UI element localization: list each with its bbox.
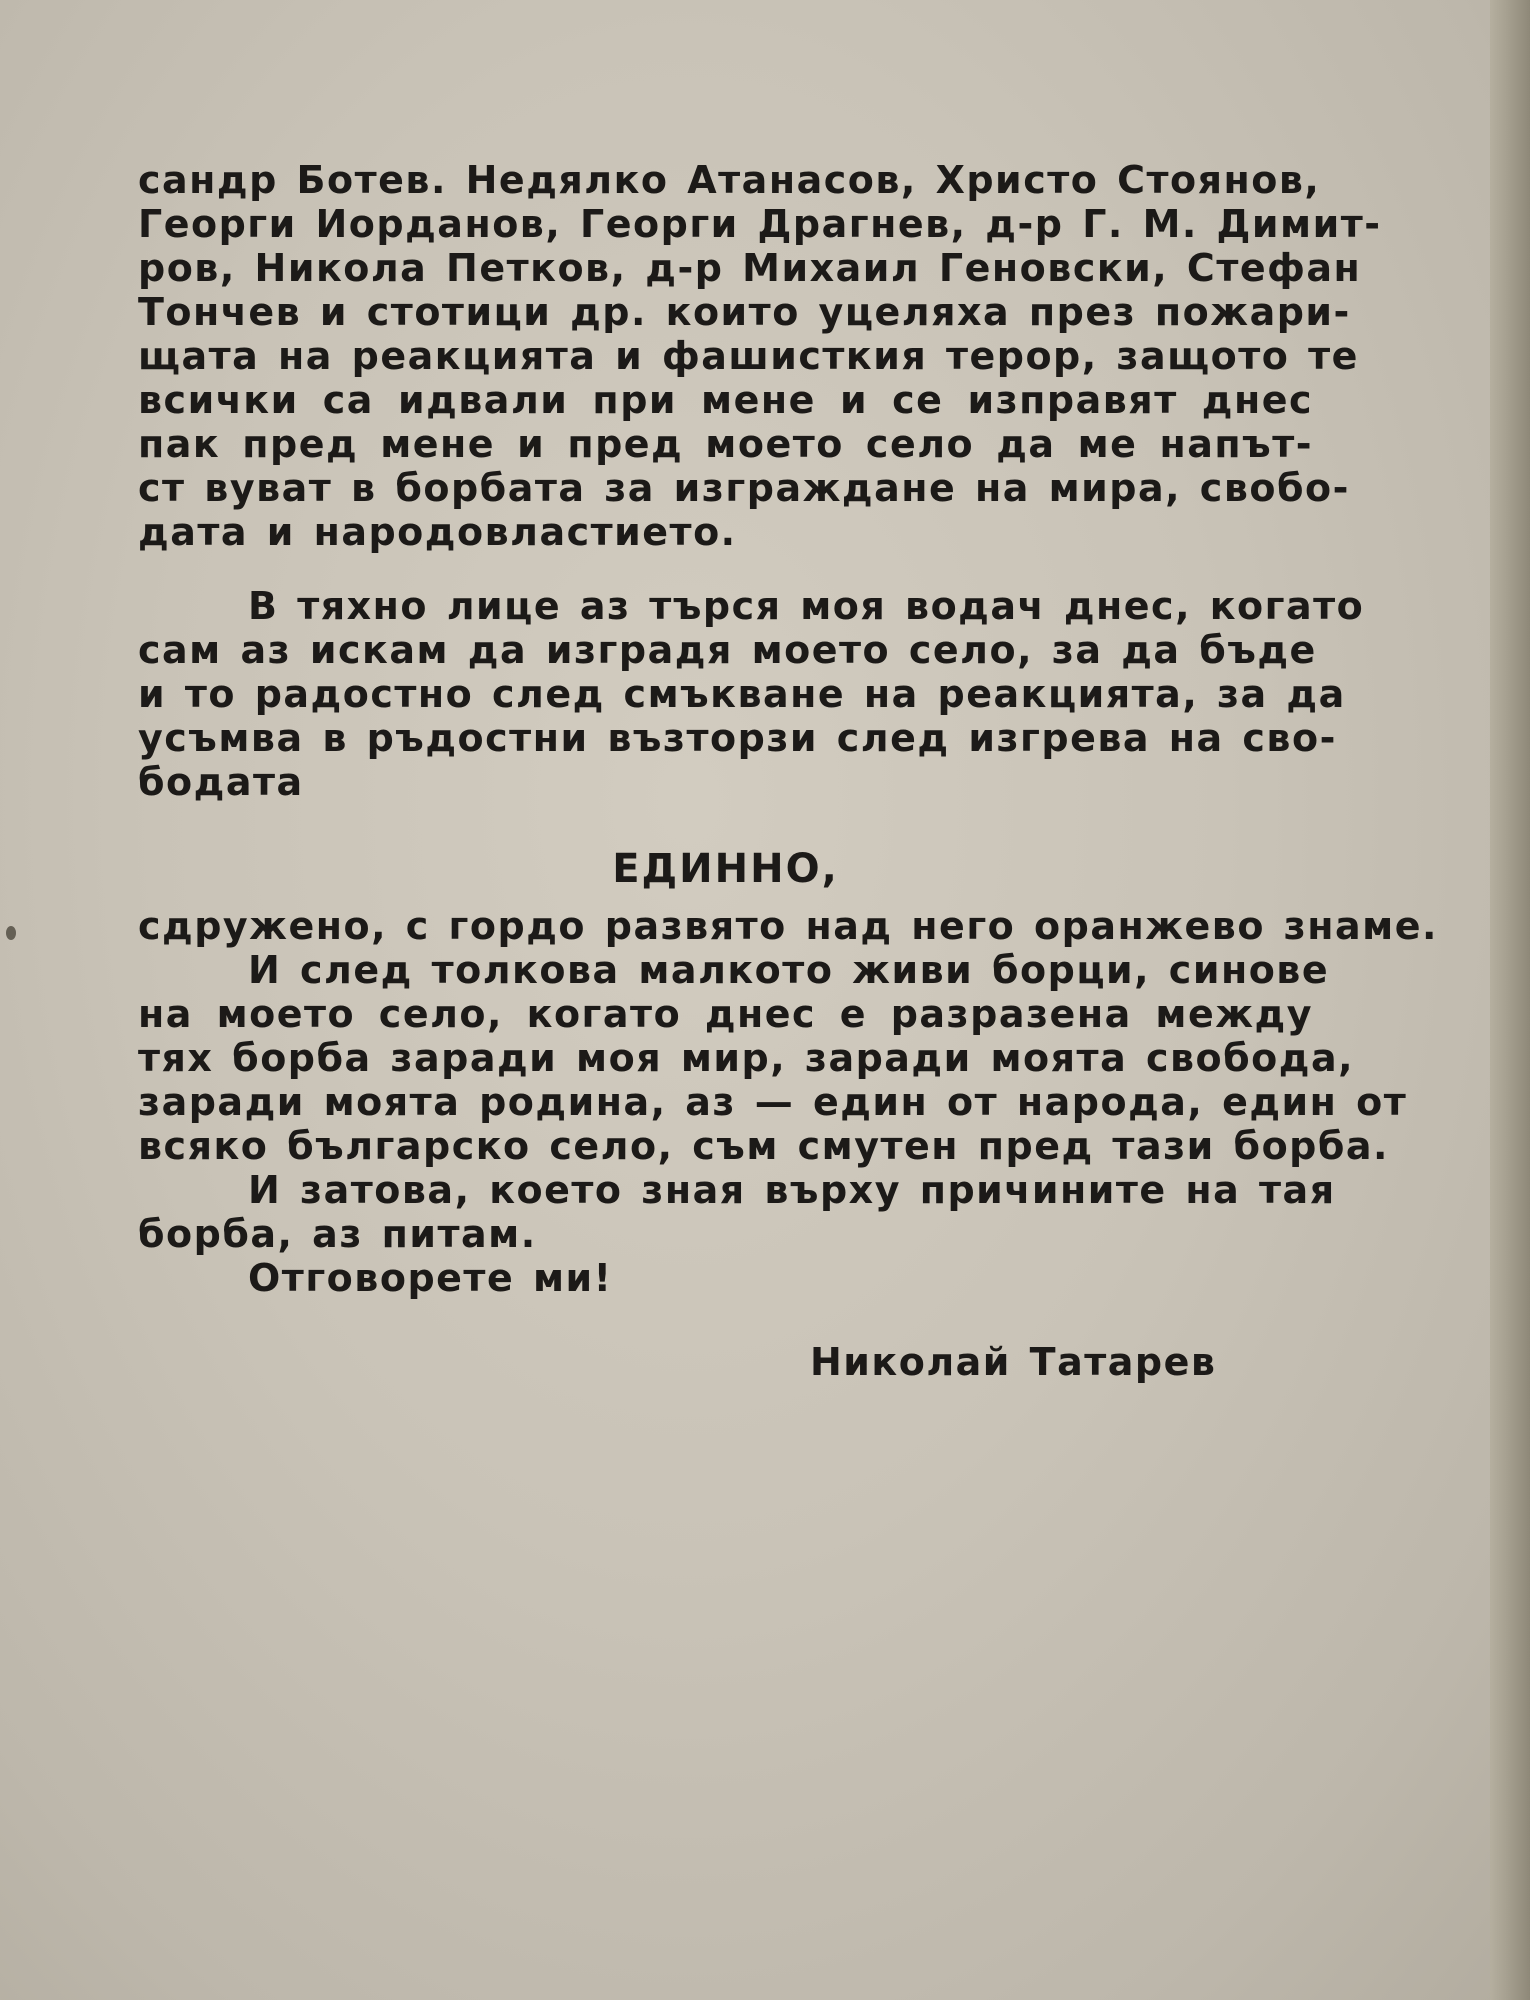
- text-line: И след толкова малкото живи борци, синове: [248, 948, 1330, 992]
- text-line: усъмва в ръдостни възторзи след изгрева на сво-: [138, 716, 1337, 760]
- text-line: пак пред мене и пред моето село да ме напът-: [138, 422, 1313, 466]
- text-line: ст вуват в борбата за изграждане на мира, свобо-: [138, 466, 1350, 510]
- text-line: Тончев и стотици др. които уцеляха през пожари-: [138, 290, 1351, 334]
- text-line: на моето село, когато днес е разразена между: [138, 992, 1313, 1036]
- text-line: сандр Ботев. Недялко Атанасов, Христо Стоянов,: [138, 158, 1321, 202]
- text-line: борба, аз питам.: [138, 1212, 537, 1256]
- text-line: бодата: [138, 760, 304, 804]
- author-signature: Николай Татарев: [810, 1340, 1217, 1384]
- text-line: всички са идвали при мене и се изправят днес: [138, 378, 1313, 422]
- page-edge: [1490, 0, 1530, 2000]
- text-line: и то радостно след смъкване на реакцията, за да: [138, 672, 1346, 716]
- text-line: сам аз искам да изградя моето село, за да бъде: [138, 628, 1317, 672]
- text-line: дата и народовластието.: [138, 510, 737, 554]
- text-line: тях борба заради моя мир, заради моята свобода,: [138, 1036, 1355, 1080]
- text-line: Георги Иорданов, Георги Драгнев, д-р Г. М. Димит-: [138, 202, 1382, 246]
- text-line: Отговорете ми!: [248, 1256, 613, 1300]
- text-line: И затова, което зная върху причините на тая: [248, 1168, 1336, 1212]
- text-line: сдружено, с гордо развято над него оранжево знаме.: [138, 904, 1438, 948]
- text-line: В тяхно лице аз търся моя водач днес, когато: [248, 584, 1365, 628]
- page-text: [138, 158, 1438, 1384]
- text-line: ров, Никола Петков, д-р Михаил Геновски, Стефан: [138, 246, 1362, 290]
- text-line: всяко българско село, съм смутен пред тази борба.: [138, 1124, 1389, 1168]
- ink-smudge: [6, 926, 16, 940]
- section-heading: ЕДИННО,: [612, 846, 839, 892]
- text-line: заради моята родина, аз — един от народа, един от: [138, 1080, 1408, 1124]
- text-line: щата на реакцията и фашисткия терор, защото те: [138, 334, 1359, 378]
